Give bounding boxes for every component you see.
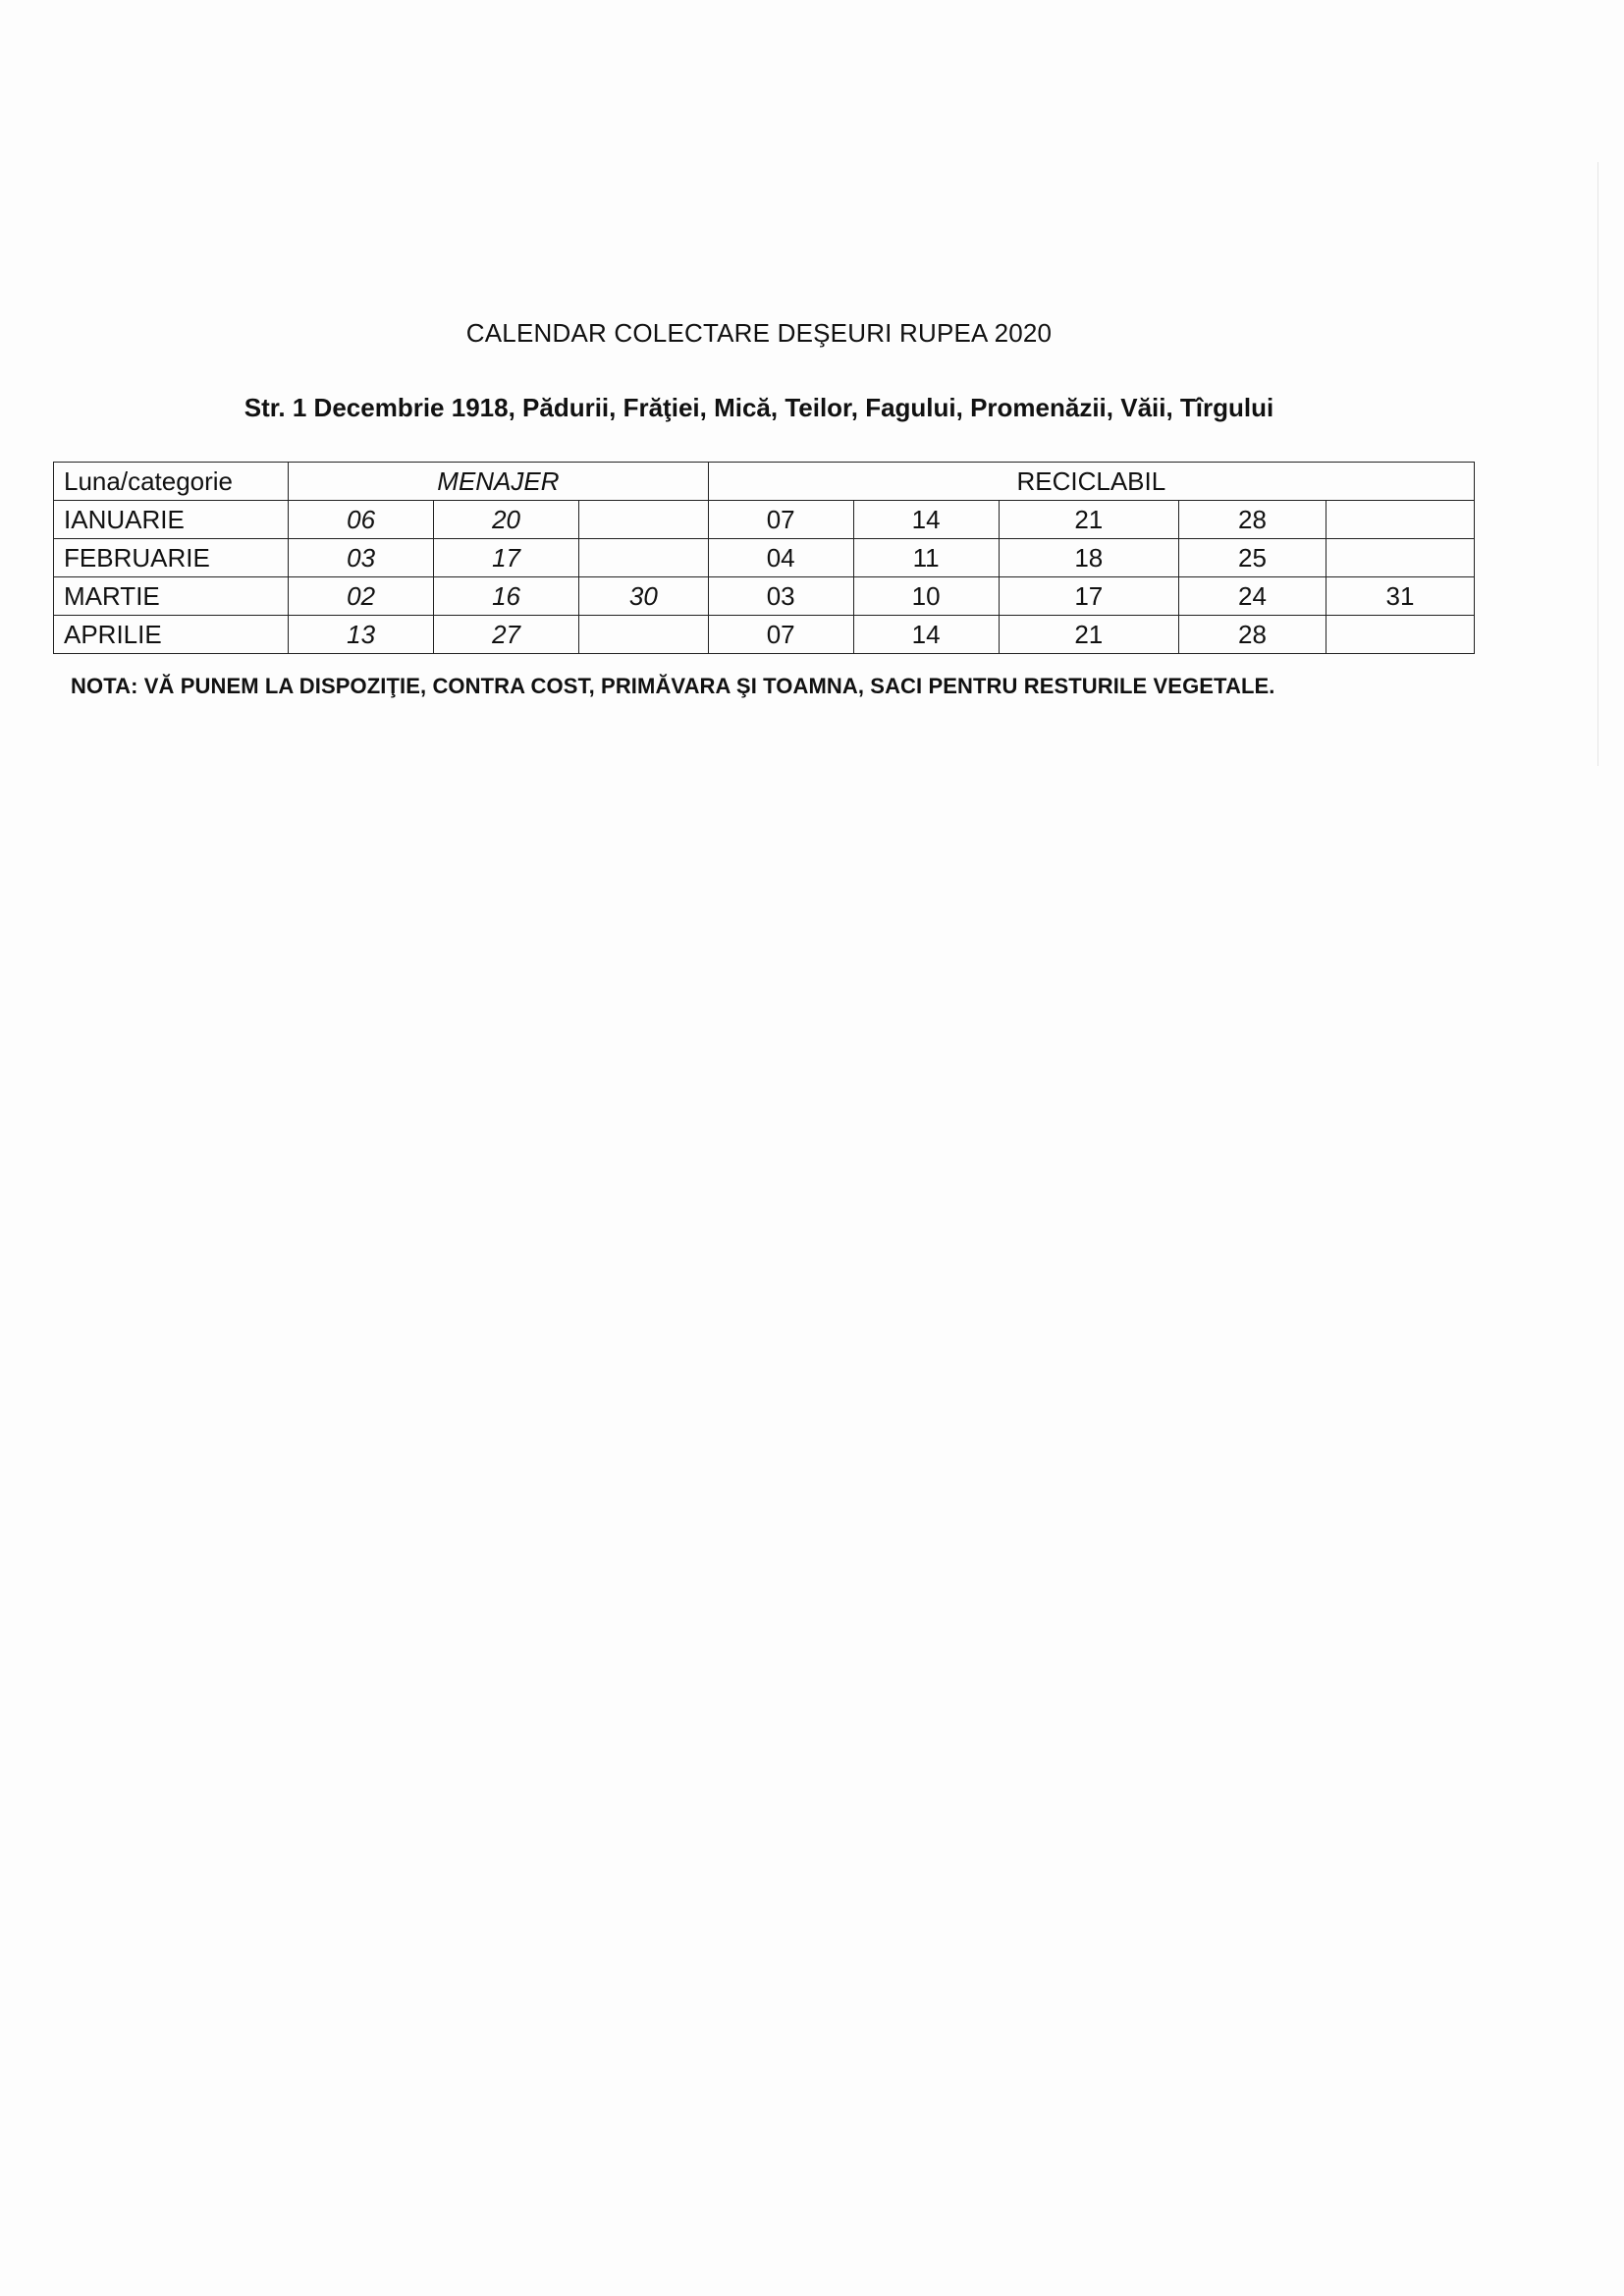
header-reciclabil: RECICLABIL bbox=[708, 463, 1474, 501]
reciclabil-date: 31 bbox=[1326, 577, 1474, 616]
scan-edge-line bbox=[1597, 162, 1598, 766]
reciclabil-date: 04 bbox=[708, 539, 853, 577]
table-header-row bbox=[54, 463, 1475, 501]
reciclabil-date: 21 bbox=[999, 616, 1178, 654]
reciclabil-date: 17 bbox=[999, 577, 1178, 616]
menajer-date: 16 bbox=[434, 577, 579, 616]
reciclabil-date: 10 bbox=[853, 577, 999, 616]
menajer-date bbox=[579, 616, 709, 654]
menajer-date: 20 bbox=[434, 501, 579, 539]
table-row bbox=[54, 577, 1475, 616]
month-cell: MARTIE bbox=[54, 577, 289, 616]
reciclabil-date: 21 bbox=[999, 501, 1178, 539]
reciclabil-date bbox=[1326, 539, 1474, 577]
menajer-date: 06 bbox=[289, 501, 434, 539]
reciclabil-date: 14 bbox=[853, 616, 999, 654]
menajer-date: 02 bbox=[289, 577, 434, 616]
month-cell: FEBRUARIE bbox=[54, 539, 289, 577]
menajer-date: 03 bbox=[289, 539, 434, 577]
table-row bbox=[54, 501, 1475, 539]
collection-calendar-table bbox=[53, 462, 1475, 654]
menajer-date: 30 bbox=[579, 577, 709, 616]
reciclabil-date: 07 bbox=[708, 501, 853, 539]
reciclabil-date: 03 bbox=[708, 577, 853, 616]
street-list: Str. 1 Decembrie 1918, Pădurii, Frăţiei, Mică, Teilor, Fagului, Promenăzii, Văii, Tîrgului bbox=[244, 393, 1274, 422]
table-row bbox=[54, 539, 1475, 577]
menajer-date: 13 bbox=[289, 616, 434, 654]
month-cell: IANUARIE bbox=[54, 501, 289, 539]
menajer-date: 17 bbox=[434, 539, 579, 577]
month-cell: APRILIE bbox=[54, 616, 289, 654]
header-menajer: MENAJER bbox=[289, 463, 709, 501]
reciclabil-date bbox=[1326, 501, 1474, 539]
reciclabil-date: 14 bbox=[853, 501, 999, 539]
menajer-date bbox=[579, 501, 709, 539]
reciclabil-date: 07 bbox=[708, 616, 853, 654]
menajer-date: 27 bbox=[434, 616, 579, 654]
menajer-date bbox=[579, 539, 709, 577]
header-month-category: Luna/categorie bbox=[54, 463, 289, 501]
reciclabil-date: 28 bbox=[1179, 501, 1326, 539]
reciclabil-date: 24 bbox=[1179, 577, 1326, 616]
document-title: CALENDAR COLECTARE DEŞEURI RUPEA 2020 bbox=[465, 318, 1053, 348]
footnote: NOTA: VĂ PUNEM LA DISPOZIŢIE, CONTRA COST, PRIMĂVARA ŞI TOAMNA, SACI PENTRU RESTURILE VEGETALE. bbox=[71, 674, 1275, 698]
reciclabil-date bbox=[1326, 616, 1474, 654]
table-row bbox=[54, 616, 1475, 654]
reciclabil-date: 25 bbox=[1179, 539, 1326, 577]
reciclabil-date: 18 bbox=[999, 539, 1178, 577]
reciclabil-date: 28 bbox=[1179, 616, 1326, 654]
reciclabil-date: 11 bbox=[853, 539, 999, 577]
